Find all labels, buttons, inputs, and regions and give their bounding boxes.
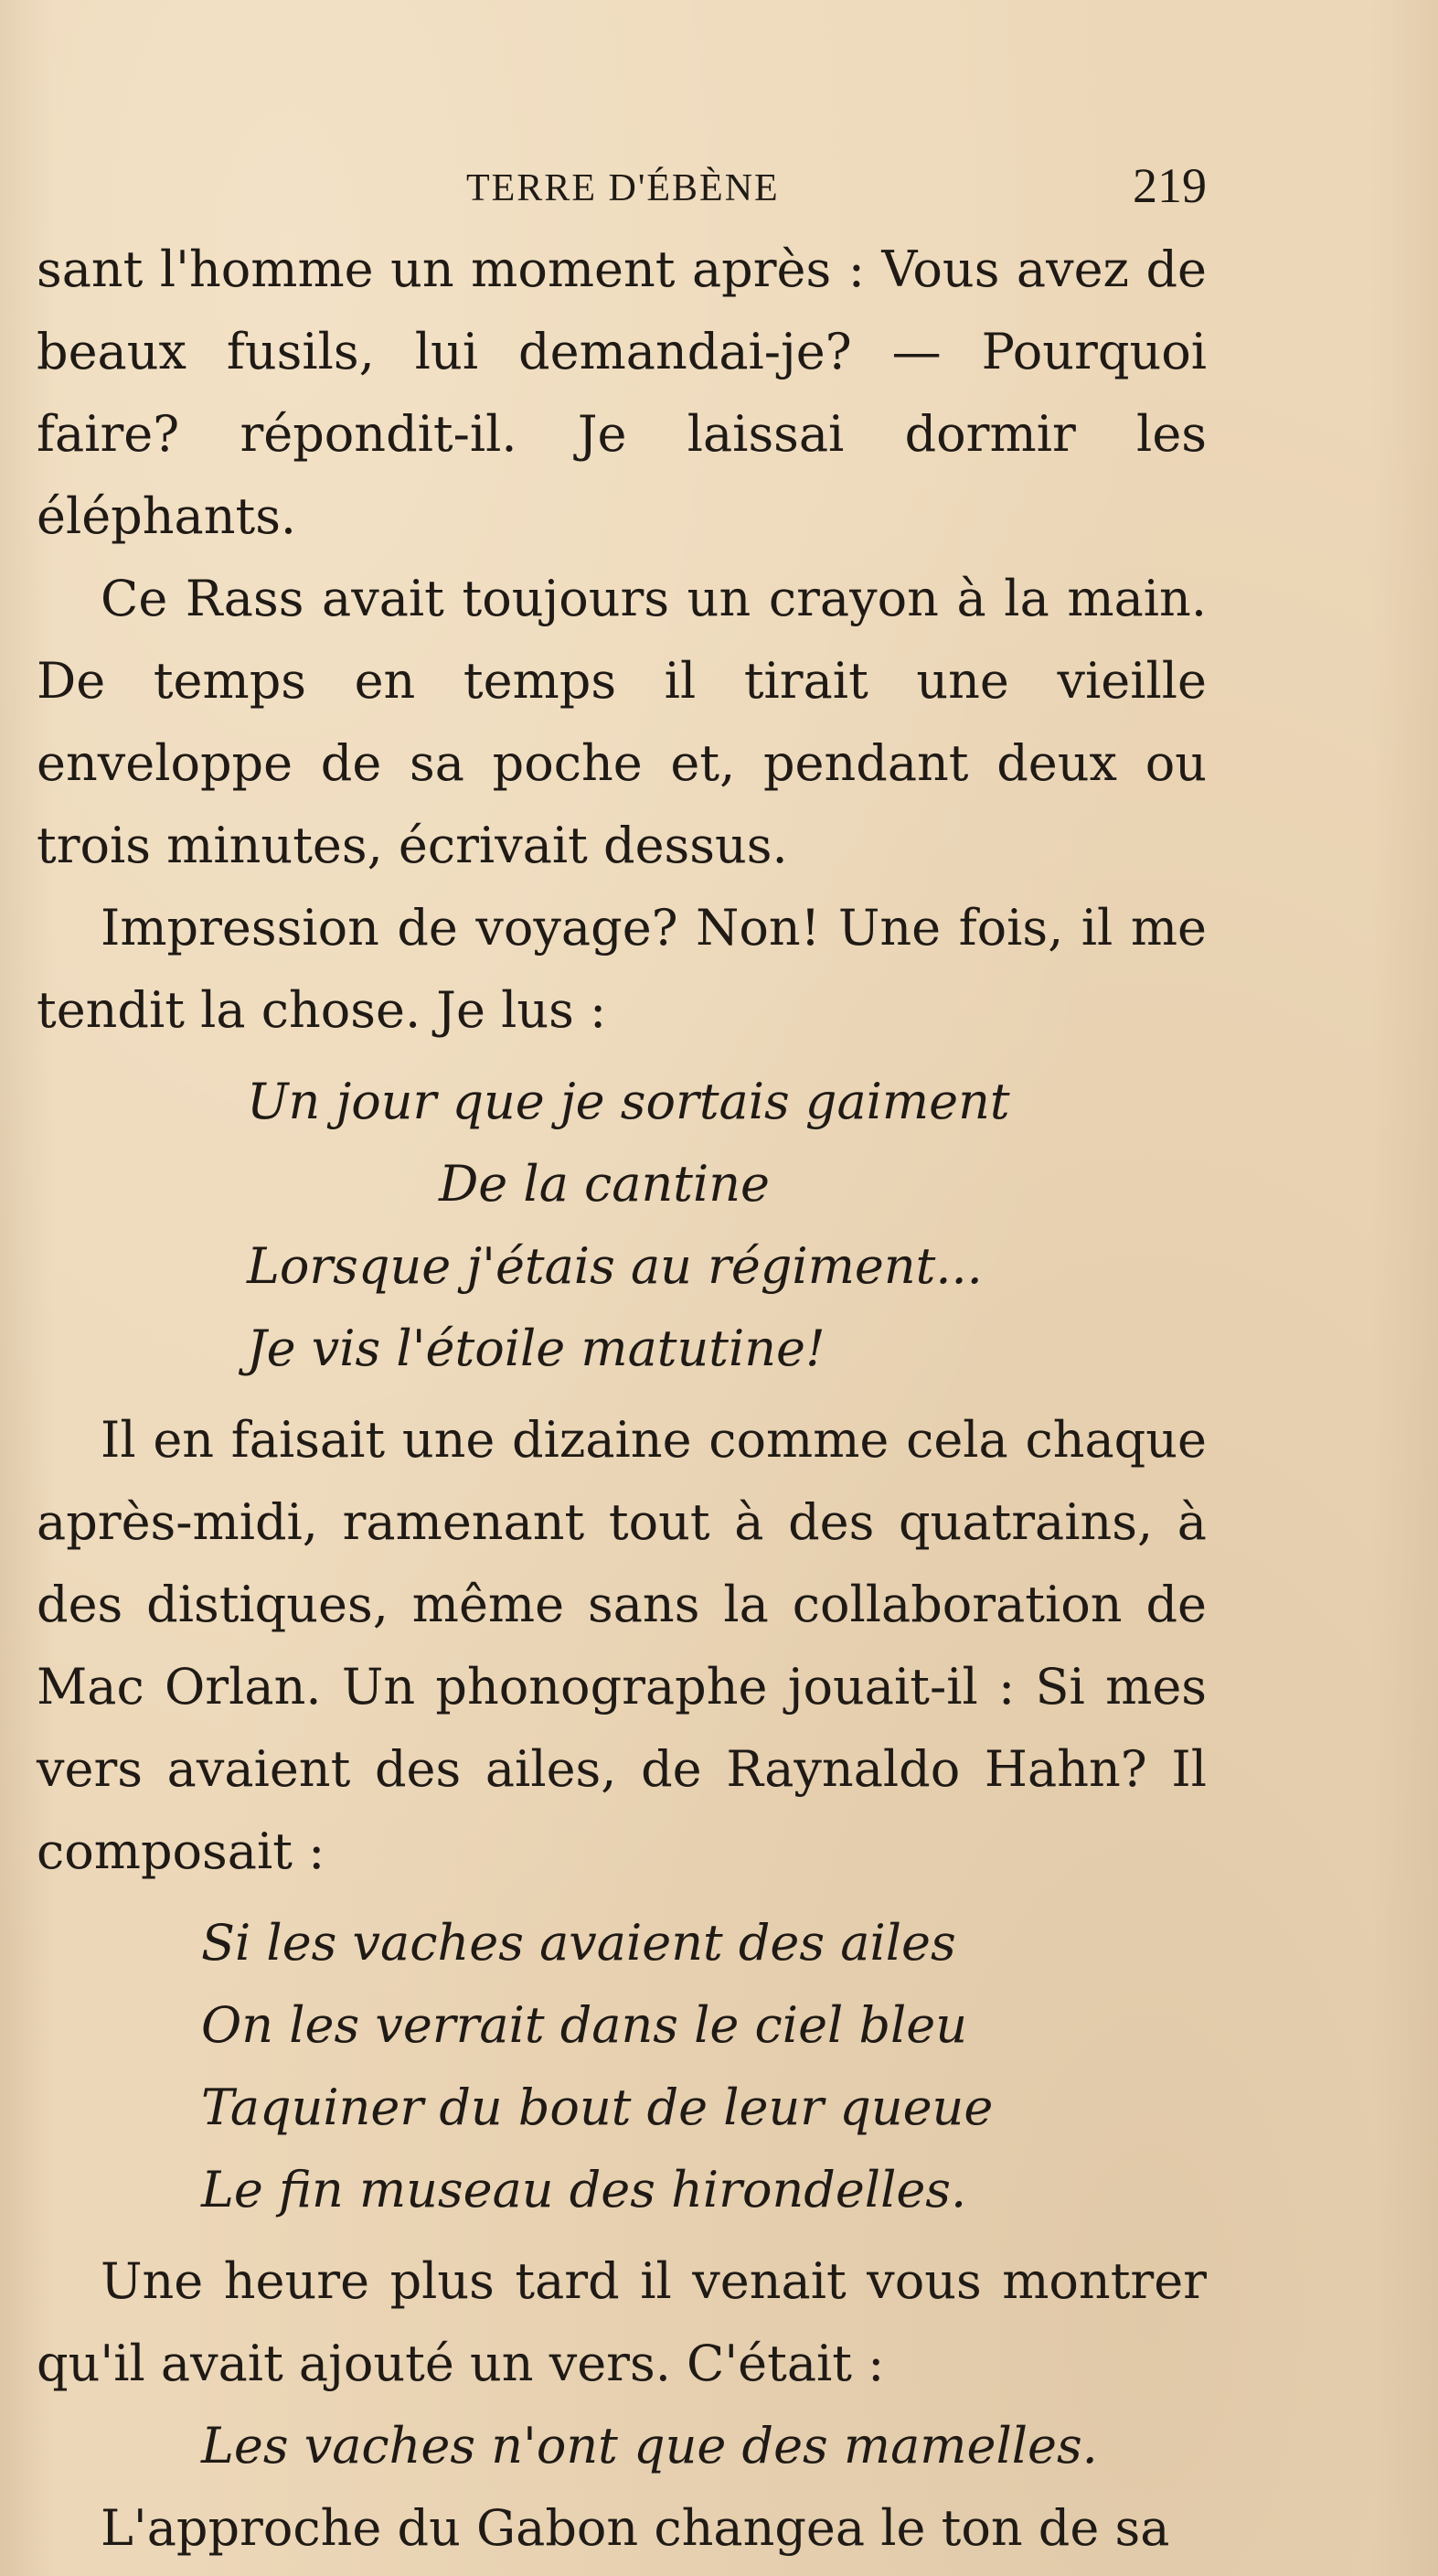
paragraph-4: Il en faisait une dizaine comme cela chaque après-midi, ramenant tout à des quatrains, à des distiques, même sans la collaboration de Mac Orlan. Un phonographe jouait-il : Si mes vers avaient des ailes, de Raynaldo Hahn? Il composait : bbox=[37, 1411, 1207, 1880]
verse-line: Les vaches n'ont que des mamelles. bbox=[201, 2417, 1098, 2474]
page-bottom-margin bbox=[0, 2439, 1438, 2576]
page-header bbox=[37, 157, 1207, 221]
paragraph-1: sant l'homme un moment après : Vous avez de beaux fusils, lui demandai-je? — Pourquoi faire? répondit-il. Je laissai dormir les éléphants. bbox=[37, 240, 1207, 545]
body-text bbox=[37, 229, 1207, 2570]
page-number: 219 bbox=[1133, 158, 1207, 213]
verse-line: Le fin museau des hirondelles. bbox=[201, 2161, 967, 2218]
verse-line: Lorsque j'étais au régiment... bbox=[247, 1237, 983, 1295]
verse-line: Si les vaches avaient des ailes bbox=[201, 1914, 956, 1972]
verse-line: Un jour que je sortais gaiment bbox=[247, 1073, 1010, 1130]
paragraph-6: L'approche du Gabon changea le ton de sa bbox=[101, 2499, 1170, 2557]
verse-line: Taquiner du bout de leur queue bbox=[201, 2079, 994, 2136]
verse-line: On les verrait dans le ciel bleu bbox=[201, 1996, 968, 2054]
verse-line: De la cantine bbox=[439, 1155, 770, 1213]
running-title: TERRE D'ÉBÈNE bbox=[466, 167, 780, 209]
paragraph-5: Une heure plus tard il venait vous montrer qu'il avait ajouté un vers. C'était : bbox=[37, 2252, 1207, 2392]
verse-block-1 bbox=[247, 1061, 1207, 1390]
paragraph-3: Impression de voyage? Non! Une fois, il me tendit la chose. Je lus : bbox=[37, 899, 1207, 1039]
verse-line: Je vis l'étoile matutine! bbox=[247, 1320, 826, 1377]
verse-block-2 bbox=[201, 1902, 1207, 2231]
paragraph-2: Ce Rass avait toujours un crayon à la main. De temps en temps il tirait une vieille enveloppe de sa poche et, pendant deux ou trois minutes, écrivait dessus. bbox=[37, 570, 1207, 874]
